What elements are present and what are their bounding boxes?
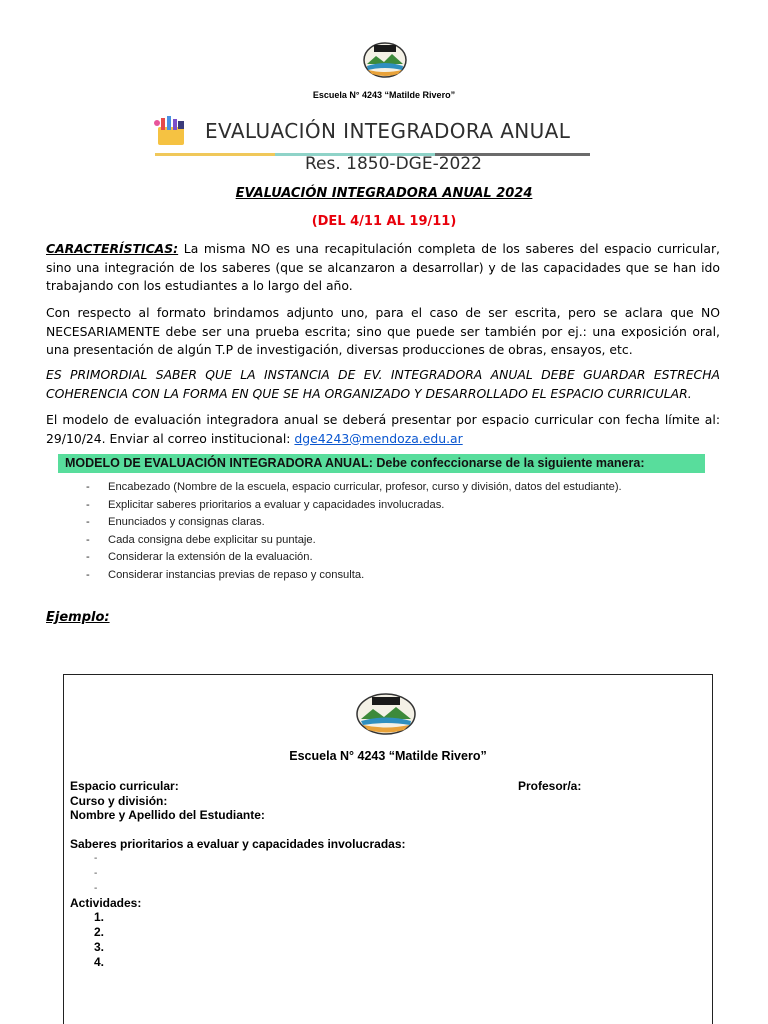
actividad-number: 3. (94, 940, 105, 954)
characteristics-text: La misma NO es una recapitulación completa de los saberes del espacio curricular, sino una integración de los saberes (que se alcanzaron a desarrollar) y de las capacidades que se han ido trabajando con los estudiantes a lo largo del año. (46, 241, 720, 293)
nombre-label: Nombre y Apellido del Estudiante: (70, 808, 265, 822)
characteristics-paragraph (46, 240, 720, 296)
banner-title: EVALUACIÓN INTEGRADORA ANUAL (205, 119, 571, 143)
actividad-number: 2. (94, 925, 105, 939)
actividad-number: 1. (94, 910, 105, 924)
date-range: (DEL 4/11 AL 19/11) (311, 214, 457, 229)
curso-label: Curso y división: (70, 794, 168, 808)
profesor-label: Profesor/a: (518, 779, 582, 793)
modelo-list (58, 479, 733, 585)
example-frame (63, 674, 713, 1024)
actividades-label: Actividades: (70, 896, 142, 910)
format-paragraph: Con respecto al formato brindamos adjunto uno, para el caso de ser escrita, pero se aclara que NO NECESARIAMENTE debe ser una prueba escrita; sino que puede ser también por ej.: una exposición oral, una presentación de algún T.P de investigación, diversas producciones de obras, ensayos, etc. (46, 305, 720, 357)
primordial-paragraph: ES PRIMORDIAL SABER QUE LA INSTANCIA DE EV. INTEGRADORA ANUAL DEBE GUARDAR ESTRECHA COHERENCIA CON LA FORMA EN QUE SE HA ORGANIZADO Y DESARROLLADO EL ESPACIO CURRICULAR. (46, 367, 720, 401)
banner (150, 115, 610, 175)
modelo-heading: MODELO DE EVALUACIÓN INTEGRADORA ANUAL: Debe confeccionarse de la siguiente manera: (58, 454, 705, 473)
example-school-name: Escuela N° 4243 “Matilde Rivero” (289, 749, 487, 763)
modelo-item: - Cada consigna debe explicitar su puntaje. (86, 533, 316, 546)
modelo-item: - Considerar la extensión de la evaluación. (86, 551, 313, 564)
deadline-text: El modelo de evaluación integradora anual se deberá presentar por espacio curricular con fecha límite al: 29/10/24. Enviar al correo institucional: (46, 412, 720, 446)
actividad-number: 4. (94, 955, 105, 969)
example-school-logo (355, 691, 417, 737)
saberes-dash: - (94, 868, 98, 879)
school-logo (362, 40, 408, 80)
school-supplies-icon (152, 115, 188, 147)
modelo-item: - Considerar instancias previas de repaso y consulta. (86, 568, 365, 581)
school-name: Escuela N° 4243 “Matilde Rivero” (312, 90, 456, 100)
saberes-dash: - (94, 853, 98, 864)
modelo-item: - Enunciados y consignas claras. (86, 516, 265, 529)
ejemplo-label: Ejemplo: (46, 610, 110, 625)
banner-line-yellow (155, 153, 275, 156)
email-link[interactable]: dge4243@mendoza.edu.ar (294, 430, 463, 446)
banner-subtitle: Res. 1850-DGE-2022 (305, 154, 482, 174)
espacio-label: Espacio curricular: (70, 779, 179, 793)
saberes-label: Saberes prioritarios a evaluar y capacidades involucradas: (70, 837, 406, 851)
document-title: EVALUACIÓN INTEGRADORA ANUAL 2024 (235, 186, 533, 201)
saberes-dash: - (94, 883, 98, 894)
modelo-item: - Explicitar saberes prioritarios a evaluar y capacidades involucradas. (86, 498, 445, 511)
characteristics-label: CARACTERÍSTICAS: (46, 241, 179, 256)
modelo-section (58, 454, 733, 599)
modelo-item: - Encabezado (Nombre de la escuela, espacio curricular, profesor, curso y división, datos del estudiante). (86, 481, 622, 493)
deadline-paragraph (46, 411, 720, 448)
